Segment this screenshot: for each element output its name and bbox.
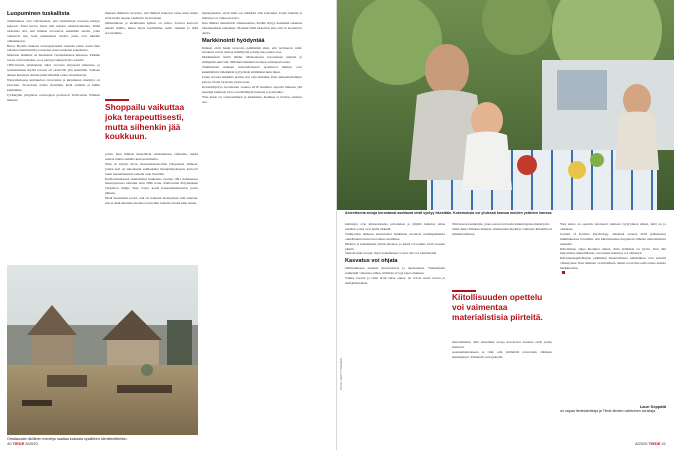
paragraph: Moni haastateltu kertoi, että oli kokenut menetyksen niin suurena, että ei enää halunnut sitoutua tavaroihin samalla tavalla kuin ennen.	[105, 196, 198, 206]
page-number: 40	[7, 441, 12, 446]
paragraph: Näin on käynyt myös luonnonkatastrofien yhteydessä. Ihmiset, joiden koti on tuhoutunut esimerkiksi maanjäristyksessä, kertovat usein menettäneensä samalla osan itsestään.	[105, 161, 198, 176]
paragraph: Terhi-Anna Wilskan mukaan omaisuuden merkitys vaihtelee ihmisillä eri elämänvaiheissa.	[452, 226, 552, 236]
paragraph: materialismia, sillä aineellisia arvoja korostavat asenteet eivät synny hetkessä.	[452, 340, 552, 349]
paragraph: Tutkimusten mukaan materialistisesti ajattelevat ihmiset ovat keskimäärin vähemmän tyytyväisiä elämäänsä kuin muut.	[202, 65, 302, 75]
paragraph: Jyväskylän yliopiston sosiologian professori Terhi-Anna Wilskan mukaan	[7, 92, 100, 102]
left-footer	[7, 441, 38, 446]
paragraph: Samoin kuin tavarat, myös kokemukset voivat olla osa identiteettiä.	[345, 251, 437, 256]
paragraph: Markkinointi tietää tämän. Mainonnassa korostetaan tunteita ja elämyksiä sekä sitä, millainen ihminen tuotteen omistajasta tulee.	[202, 55, 302, 65]
issue: 8/2020	[25, 441, 38, 446]
paragraph: kuluttajat ovat kiinnostuneita palveluista ja jäljellä kuluttaa rahaa asioihin, jotka ovat heille tärkeitä.	[345, 222, 445, 231]
flood-photo	[7, 265, 198, 435]
paragraph: Tutkimukset ovat vahvistaneet, että omistettuun tavaraan kiintyy helposti. Tästä kertoo myös niin sanottu omistusvaikutus. Tämä tarkoittaa sitä, että ihmiset arvostavat enemmän asioita, jotka omistavat itse, kuin samanlaisia asioita, jotka ovat muiden omistuksessa.	[7, 19, 100, 43]
paragraph: Konsulttiyritys Accenturen vuonna 2019 laatiman raportin mukaan yhä useampi kuluttaja toivoo kestävämpiä tuotteita ja palveluita.	[202, 84, 302, 94]
section-heading: Kasvatus voi ohjata	[345, 258, 398, 265]
left-column-1	[7, 11, 100, 261]
paragraph: menetykseksi, aivan kuin osa elämästä olisi kadonnut. Usein tunteita ja muistoja on vaikea korvata.	[202, 11, 302, 20]
paragraph: Omistamiseen asenteet muodostuvat jo lapsuudessa. Vanhempien esimerkki vaikuttaa siihen, millaisia arvoja lapsi omaksuu.	[345, 266, 445, 276]
pullquote: Shoppailu vaikuttaa joka terapeuttisesti, mutta siihenkin jää koukkuun.	[105, 102, 185, 142]
paragraph: mukaan ihmisten tavaroita, että ihmiset haluavat ostaa uutta mutta eivät malta luopua vanhoista tavaroistaan.	[105, 11, 198, 20]
right-column-1	[345, 222, 445, 436]
magazine-name: TIEDE	[648, 441, 661, 446]
pullquote: Kiitollisuuden opettelu voi vaimentaa materialistisia piirteitä.	[452, 292, 543, 322]
paragraph: Usein tavaran hankinta tuottaa iloa vain hetkeksi. Kun uutuudenviehätys katoaa, tilalle tarvitaan jotain uutta.	[202, 74, 302, 84]
left-column-3	[202, 11, 302, 436]
right-footer	[635, 441, 666, 446]
paragraph: Kiitollisuus ohjaa huomion siihen, mitä elämässä on hyvin. Kun tätä harjoittelee säännöllisesti, tavaroiden merkitys voi vähentyä.	[560, 246, 666, 256]
family-photo-image	[337, 0, 674, 210]
paragraph: Journal of Positive Psychology -lehdessä vuonna 2018 julkaistussa tutkimuksessa havaittiin, että kiitollisuuden harjoittelu vähensi materialistisia asenteita.	[560, 231, 666, 246]
issue: 8/2020	[635, 441, 648, 446]
left-column-2-bottom	[105, 152, 198, 262]
paragraph: Yksi keino on vuokraaminen ja jakaminen. Kaikkea ei tarvitse omistaa itse.	[202, 94, 302, 104]
right-column-3	[560, 222, 666, 402]
paragraph: Muistot ja kokemukset jäävät mieleen, ja niistä voi nauttia vielä vuosien päästä.	[345, 241, 445, 251]
paragraph: Omistamisen ja identiteetin kytkös on vahva. Tavarat kertovat meistä muille, mutta myös itsellemme: keitä olemme ja mitä arvostamme.	[105, 20, 198, 35]
paragraph: Kiitollisuuspäiväkirjan pitäminen materialistiset tutkimukset ovat selvästi vähentyneet. Kun ihminen on kiitollinen, hänen ei tarvitse etsiä onnea uusista hankinnoista.	[560, 256, 666, 271]
paragraph: Vaikka tavarat ja rahat eivät takaa onnea, ne voivat tuoda turvaa ja mahdollisuuksia.	[345, 276, 445, 286]
paragraph: Nykyaikaisessa kulttuurissa tavaroiden ja kulutuksen merkitys on kasvanut. Tavaroiden avulla viestitään, keitä olemme ja mihin kuulumme.	[7, 77, 100, 92]
paragraph: Tutkijoiden mukaan aineettomat hankinnat tuottavat pidempiaikaista onnellisuutta kuin tavaroiden ostaminen.	[345, 231, 445, 241]
paragraph: Näin kasvaa kuluttajia, jotka osaavat arvioida hankintojensa merkitystä.	[452, 222, 550, 226]
paragraph: Materian hankinta on muuttunut vuosituhansien kuluessa. Pitkään tavara oli harvinaista, ja se periytyi sukupolvelta toiselle.	[7, 53, 100, 63]
left-column-2-top	[105, 11, 198, 101]
photo-caption: Omaisuuden äkillinen menetys saattaa luokasta sysäilleen identiteettikriisin.	[7, 437, 128, 441]
paragraph: Bruce Hoodin mukaan tavarapaljouden taustalla piilee usein halu rakentaa identiteettiä ja talouden eriarvoisuuden kokemusta.	[7, 43, 100, 53]
flood-photo-image	[7, 265, 198, 435]
author-signature	[560, 404, 666, 413]
right-column-2-bottom	[452, 340, 552, 436]
right-column-2-top	[452, 222, 552, 272]
pullquote-rule	[105, 99, 129, 101]
photo-credit: KUVA: GETTY IMAGES	[339, 357, 343, 390]
right-page	[337, 0, 674, 450]
paragraph: 1900-luvulla yhteiskunta alkoi arvostaa erityisesti kulutusta, ja teollistumisen myötä tavaraa oli saatavilla yhä enemmän. Samaan aikaan kulutusta alettiin pitää tärkeänä osana talouskasvua.	[7, 63, 100, 77]
page-number: 41	[661, 441, 666, 446]
paragraph: jotain. Kun ihmiset menettävät omaisuuttaan vellkoille, heistä saattaa tuntua samalla kuin kuolemalta.	[105, 152, 198, 161]
photo-caption: Aineettomia arvoja korostavat asettavat sivät syntyy itsestään. Kokemuksia voi yhdessä kanssa muiden ystävien kanssa.	[345, 211, 553, 215]
section-heading: Luopuminen tuskallista	[7, 11, 70, 17]
paragraph: Ihmiset eivät hanki tavaroita pelkästään siksi, että tarvitsevat niitä. Ostokset voivat tuottaa mielihyvää ja helpottaa pahaa oloa.	[202, 45, 302, 55]
magazine-name: TIEDE	[12, 441, 25, 446]
author-name: Lauri Seppälä	[639, 404, 666, 409]
paragraph: Asennemuutokseen ei riitä, että ymmärtää tavaroiden vähäisen merkityksen. Tärkeintä on harjoitella.	[452, 349, 552, 359]
section-heading: Markkinointi hyödyntää	[202, 37, 265, 44]
family-photo	[337, 0, 674, 210]
end-mark	[562, 271, 565, 274]
paragraph: Kun ihmiset menettävät omaisuutensa, heidän täytyy kuitenkin rakentaa identiteettinsä uudelleen. Monelle tämä tarkoittaa sitä, että on aloitettava alusta.	[202, 20, 302, 35]
paragraph: Kalifornialaisessa Oaklandissa kuukautta vuonna 1991 riehuneessa maastopalossa tuhoutui noin 3000 kotia. Kalifornian Polyteknisen yliopiston tutkija Shay Sayre kerää haastatteluaineistoa palon jälkeen.	[105, 176, 198, 196]
paragraph: Yksi keino on opetella tietoisesti olemaan tyytyväinen siihen, mitä on jo olemassa.	[560, 222, 666, 231]
author-bio: on vapaa tiedetoimittaja ja Tiede-lehden vakituinen avustaja.	[560, 409, 657, 413]
